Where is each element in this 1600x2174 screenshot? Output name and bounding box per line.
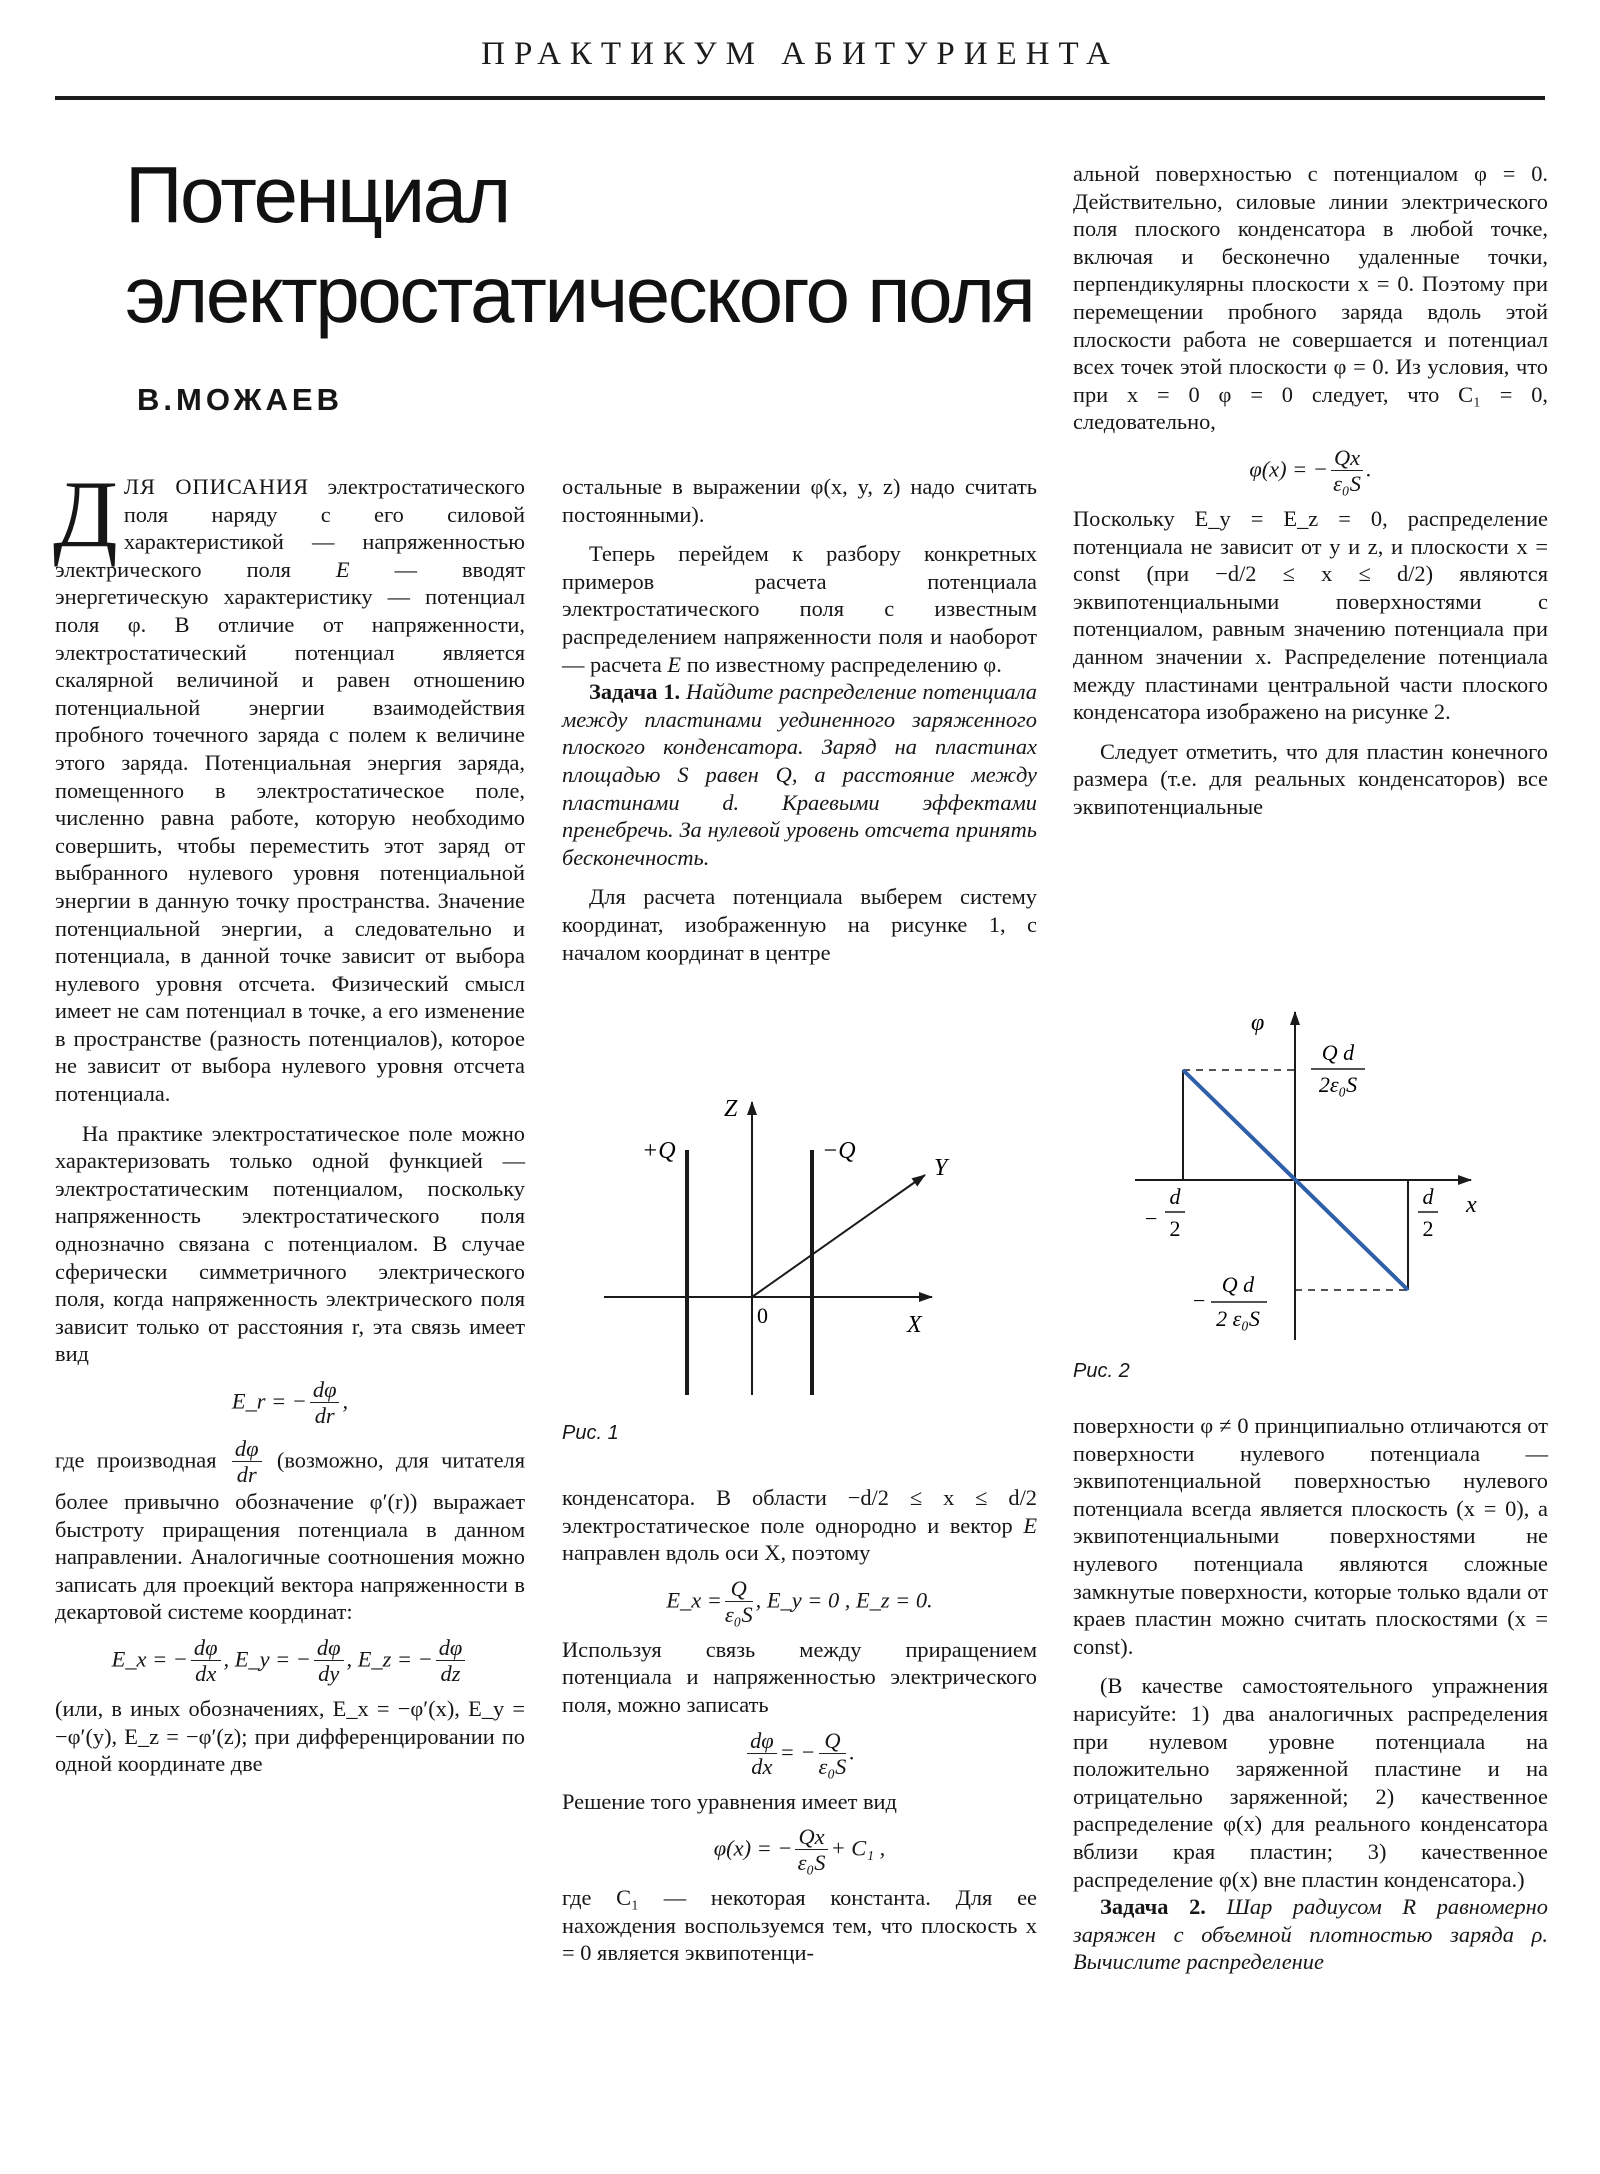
column-2-bottom: [562, 1484, 1037, 1967]
c2-paragraph-7: где C₁ — некоторая константа. Для ее нахождения воспользуемся тем, что плоскость x = 0 является эквипотенци-: [562, 1885, 1037, 1966]
paragraph-4: (или, в иных обозначениях, E_x = −φ′(x), E_y = −φ′(y), E_z = −φ′(z); при дифференцировании по одной координате две: [55, 1695, 525, 1777]
label-z: Z: [724, 1096, 738, 1122]
figure-2-caption: Рис. 2: [1073, 1360, 1130, 1382]
label-plus-q: +Q: [642, 1138, 676, 1164]
article-title: [125, 145, 1045, 345]
fig2-left-num: d: [1169, 1184, 1181, 1209]
c3-paragraph-1: альной поверхностью с потенциалом φ = 0. Действительно, силовые линии электрического поля плоского конденсатора в любой точке, включая и бесконечно удаленные точки, перпендикулярны плоскости x = 0. Поэтому при перемещении пробного заряда вдоль этой плоскости работа не совершается и потенциал всех точек этой плоскости φ = 0. Из условия, что при x = 0 φ = 0 следует, что C₁ = 0, следовательно,: [1073, 161, 1548, 435]
fig2-right-den: 2: [1422, 1216, 1434, 1241]
c2-paragraph-2: Теперь перейдем к разбору конкретных примеров расчета потенциала электростатического поля с известным распределением напряженности поля и наоборот — расчета E по известному распределению φ.: [562, 541, 1037, 677]
paragraph-3: где производная $\frac{d\varphi}{dr}$ (возможно, для читателя более привычно обозначение φ′(r)) выражает быстроту приращения потенциала в данном направлении. Аналогичные соотношения можно записать для проекций вектора напряженности в декартовой системе координат:: [55, 1436, 525, 1625]
task-1: Задача 1. Найдите распределение потенциала между пластинами уединенного заряженного плоского конденсатора. Заряд на пластинах площадью S равен Q, а расстояние между пластинами d. Краевыми эффектами пренебречь. За нулевой уровень отсчета принять бесконечность.: [562, 679, 1037, 870]
vector-e: E: [335, 556, 350, 582]
fig2-bot-minus: −: [1193, 1288, 1206, 1313]
c2-paragraph-5: Используя связь между приращением потенциала и напряженностью электрического поля, можно записать: [562, 1636, 1037, 1717]
c3-paragraph-2: Поскольку E_y = E_z = 0, распределение потенциала не зависит от y и z, и плоскости x = const (при −d/2 ≤ x ≤ d/2) являются эквипотенциальными поверхностями с потенциалом, равным значению потенциала при данном значении x. Распределение потенциала между пластинами центральной части плоского конденсатора изображено на рисунке 2.: [1073, 505, 1548, 725]
label-y: Y: [934, 1155, 948, 1181]
c2-paragraph-4: конденсатора. В области −d/2 ≤ x ≤ d/2 электростатическое поле однородно и вектор E направлен вдоль оси X, поэтому: [562, 1485, 1037, 1566]
column-2-top: [562, 473, 1037, 966]
intro-paragraph: ДЛЯ ОПИСАНИЯ электростатического поля наряду с его силовой характеристикой — напряженностью электрического поля E — вводят энергетическую характеристику — потенциал поля φ. В отличие от напряженности, электростатический потенциал является скалярной величиной и равен отношению потенциальной энергии взаимодействия пробного точечного заряда с полем к величине этого заряда. Потенциальная энергия заряда, помещенного в электростатическое поле, численно равна работе, которую необходимо совершить, чтобы переместить этот заряд от выбранного нулевого уровня потенциальной энергии в данную точку пространства. Значение потенциальной энергии, а следовательно и потенциала, в данной точке зависит от выбора нулевого уровня отсчета. Физический смысл имеет не сам потенциал в точке, а его изменение в пространстве (разность потенциалов), которое не зависит от выбора нулевого уровня отсчета потенциала.: [53, 461, 525, 1107]
formula-ex: E_x = $\frac{Q}{\text{ε₀S}}$ , E_y = 0 , E_z = 0.: [666, 1575, 933, 1627]
header-rule: [55, 96, 1545, 100]
author-name: В.МОЖАЕВ: [137, 382, 343, 417]
fig2-label-x: x: [1466, 1192, 1477, 1218]
formula-exyz: E_x = − $\frac{d\varphi}{dx}$ , E_y = − $\frac{d\varphi}{dy}$ , E_z = − $\frac{d\varphi}{dz}$: [55, 1636, 525, 1687]
fig2-left-minus: −: [1145, 1206, 1158, 1231]
figure-1-caption: Рис. 1: [562, 1422, 619, 1444]
c3-paragraph-5: (В качестве самостоятельного упражнения нарисуйте: 1) два аналогичных распределения при нулевом уровне потенциала на положительно заряженной пластине и на отрицательно заряженной; 2) качественное распределение φ(x) для реального конденсатора вблизи края пластин; 3) качественное распределение φ(x) вне пластин конденсатора.): [1073, 1673, 1548, 1892]
column-3-bottom: [1073, 1412, 1548, 1976]
fig2-label-phi: φ: [1251, 1010, 1265, 1036]
paragraph-2: На практике электростатическое поле можно характеризовать только одной функцией — электростатическим потенциалом, поскольку напряженность электростатического поля однозначно связана с потенциалом. В случае сферически симметричного электрического поля, когда напряженность электрического поля зависит только от расстояния r, эта связь имеет вид: [55, 1120, 525, 1367]
drop-cap: Д: [53, 461, 118, 567]
title-line-1: Потенциал: [125, 150, 509, 239]
formula-phi-c1: φ(x) = − $\frac{Qx}{\text{ε₀S}}$ + C₁ ,: [713, 1824, 886, 1876]
fig2-top-den: 2ε₀S: [1318, 1072, 1358, 1097]
fig2-left-den: 2: [1169, 1216, 1181, 1241]
c2-paragraph-6: Решение того уравнения имеет вид: [562, 1788, 897, 1814]
c2-paragraph-1: остальные в выражении φ(x, y, z) надо считать постоянными).: [562, 474, 1037, 527]
column-1: [53, 461, 525, 1778]
fig2-top-num: Q d: [1321, 1040, 1355, 1065]
fig2-bot-num: Q d: [1221, 1272, 1255, 1297]
c3-paragraph-4: поверхности φ ≠ 0 принципиально отличаются от поверхности нулевого потенциала — эквипотенциальной поверхностью нулевого потенциала всегда является плоскость (x = 0), а эквипотенциальными поверхностями не нулевого потенциала являются сложные замкнутые поверхности, которые только вдали от краев пластин можно считать плоскостями (x = const).: [1073, 1413, 1548, 1659]
label-origin: 0: [757, 1303, 768, 1328]
axis-y: [752, 1175, 925, 1297]
figure-1: [562, 1080, 1037, 1410]
fig2-bot-den: 2 ε₀S: [1216, 1306, 1260, 1331]
formula-dphi: $\frac{d\varphi}{dx}$ = − $\frac{Q}{\text{ε₀S}}$ .: [562, 1729, 1037, 1780]
running-head: ПРАКТИКУМ АБИТУРИЕНТА: [481, 36, 1119, 72]
c2-paragraph-3: Для расчета потенциала выберем систему координат, изображенную на рисунке 1, с началом координат в центре: [562, 884, 1037, 965]
figure-2: [1073, 1000, 1548, 1355]
label-minus-q: −Q: [822, 1138, 856, 1164]
fig2-right-num: d: [1422, 1184, 1434, 1209]
formula-er: E_r = − $\frac{d\varphi}{dr}$ ,: [231, 1377, 349, 1428]
intro-caps: ЛЯ ОПИСАНИЯ: [123, 474, 310, 499]
formula-phi: φ(x) = − $\frac{Qx}{\text{ε₀S}}$ .: [1249, 444, 1372, 496]
title-line-2: электростатического поля: [125, 250, 1034, 339]
c3-paragraph-3: Следует отметить, что для пластин конечного размера (т.е. для реальных конденсаторов) все эквипотенциальные: [1073, 738, 1548, 819]
task-2: Задача 2. Шар радиусом R равномерно заряжен с объемной плотностью заряда ρ. Вычислите распределение: [1073, 1894, 1548, 1975]
label-x: X: [907, 1312, 922, 1338]
column-3-top: [1073, 160, 1548, 820]
